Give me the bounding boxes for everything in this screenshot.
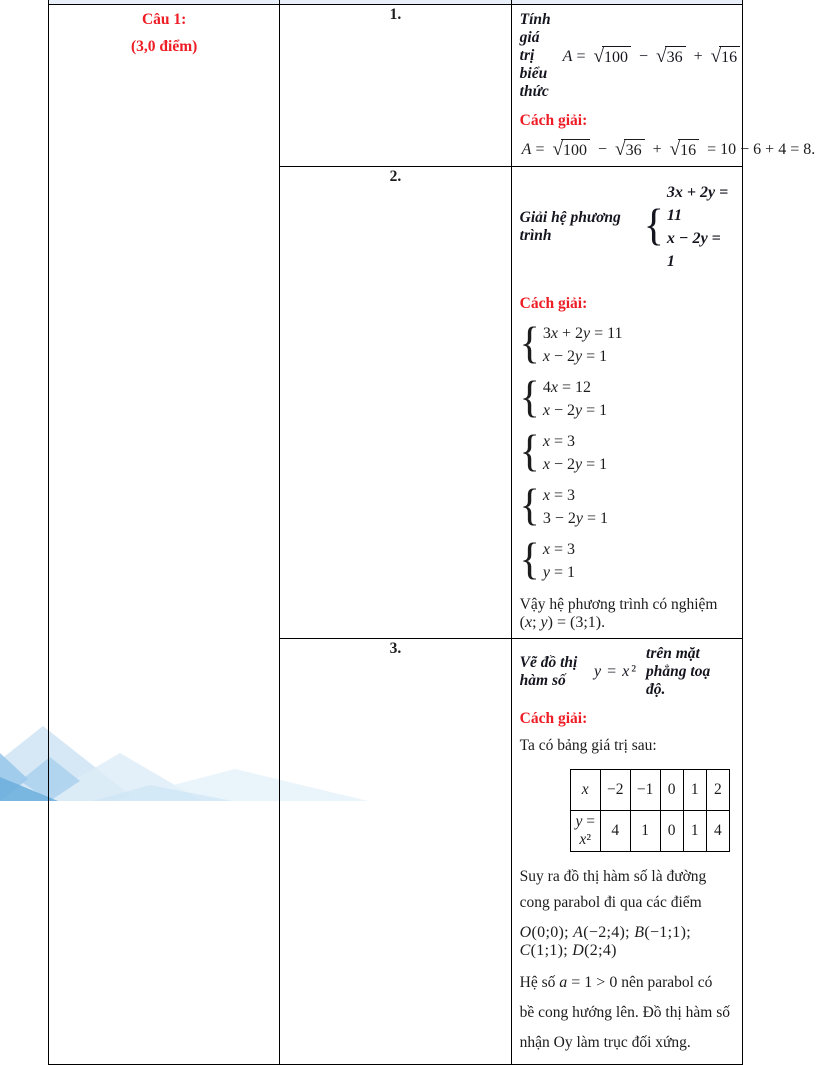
equations (667, 181, 730, 273)
value-cell: x (570, 769, 600, 810)
question-label-cell (49, 5, 280, 1065)
part3-title-math: y = x ² (593, 662, 637, 680)
conclusion-math: (x; y) = (3;1). (519, 613, 606, 631)
part1-content-cell (511, 5, 816, 167)
equation: x = 3 (542, 540, 575, 558)
radicand: √ 36 (624, 139, 645, 160)
brace-symbol: { (519, 373, 540, 422)
radicand: √ 16 (678, 139, 699, 160)
part3-problem-title (520, 645, 730, 699)
brace-symbol: { (643, 201, 664, 250)
equations (543, 538, 575, 584)
equations (543, 376, 607, 422)
system-step (519, 481, 730, 530)
note-post: nên parabol có bề cong hướng lên. Đồ thị hàm số nhận Oy làm trục đối xứng. (519, 973, 730, 1051)
equation: y = 1 (542, 563, 575, 581)
part-number-cell (280, 638, 511, 1064)
brace-symbol: { (519, 427, 540, 476)
solution-table (48, 0, 816, 1065)
value-cell: −1 (630, 769, 660, 810)
part2-content-cell (511, 166, 742, 638)
question-points: (3,0 điểm) (131, 38, 198, 55)
value-table-x-row (570, 769, 729, 810)
sqrt-radical (552, 139, 590, 160)
part3-content-cell (511, 638, 742, 1064)
system-step (519, 427, 730, 476)
equation: 3x + 2y = 11 (666, 183, 729, 224)
operator: + (693, 47, 703, 65)
system-step (519, 373, 730, 422)
equation: x − 2y = 1 (542, 347, 608, 365)
radicand: √ 100 (602, 46, 631, 67)
equations (543, 430, 607, 476)
system-of-equations (644, 181, 730, 273)
value-cell: −2 (600, 769, 630, 810)
part2-conclusion (520, 596, 730, 632)
value-cell: 1 (683, 769, 706, 810)
operator: − (639, 47, 649, 65)
part3-title-post: trên mặt phẳng toạ độ. (646, 644, 711, 698)
value-cell: 0 (660, 810, 683, 851)
equations (543, 484, 608, 530)
brace-symbol: { (519, 535, 540, 584)
part2-problem-title (520, 173, 730, 281)
deduction-text: Suy ra đồ thị hàm số là đường cong parabol đi qua các điểm (519, 867, 707, 911)
sqrt-radical (615, 139, 645, 160)
value-table-y-row (570, 810, 729, 851)
part-number-cell (280, 166, 511, 638)
part-number: 3. (389, 639, 402, 657)
value-cell: 2 (706, 769, 729, 810)
part-number: 1. (389, 6, 402, 23)
sqrt-radical (593, 46, 631, 67)
solution-label: Cách giải: (519, 112, 588, 129)
conclusion-text: Vậy hệ phương trình có nghiệm (519, 595, 718, 613)
brace-symbol: { (519, 319, 540, 368)
note-math: a = 1 > 0 (559, 973, 618, 991)
expr-result: = 10 − 6 + 4 = 8. (707, 141, 816, 158)
part1-solution-expression (520, 139, 816, 160)
value-table (570, 769, 730, 852)
solution-steps (519, 319, 730, 584)
expr-lhs: A = (562, 47, 586, 65)
part-number: 2. (389, 167, 402, 185)
value-table-intro: Ta có bảng giá trị sau: (519, 736, 657, 754)
radicand: √ 100 (561, 139, 590, 160)
value-cell: 1 (630, 810, 660, 851)
part-number-cell (280, 5, 511, 167)
expr-lhs: A = (521, 141, 545, 158)
value-cell: y = x² (570, 810, 600, 851)
sqrt-radical (670, 139, 700, 160)
part3-title-pre: Vẽ đồ thị hàm số (519, 653, 578, 689)
brace-symbol: { (519, 481, 540, 530)
operator: + (652, 141, 662, 158)
part2-title-text: Giải hệ phương trình (519, 208, 621, 244)
value-cell: 4 (600, 810, 630, 851)
equation: x − 2y = 1 (542, 455, 608, 473)
value-cell: 4 (706, 810, 729, 851)
parabola-points: O(0;0); A(−2;4); B(−1;1); C(1;1); D(2;4) (519, 923, 691, 959)
value-cell: 0 (660, 769, 683, 810)
equations (543, 322, 623, 368)
equation: x = 3 (542, 432, 575, 450)
equation: 3 − 2y = 1 (542, 509, 608, 527)
equation: 3x + 2y = 11 (542, 324, 623, 342)
note-pre: Hệ số (519, 973, 556, 991)
question-number: Câu 1: (141, 11, 187, 28)
solution-label: Cách giải: (519, 709, 588, 727)
value-cell: 1 (683, 810, 706, 851)
equation: x − 2y = 1 (666, 229, 721, 270)
equation: 4x = 12 (542, 378, 591, 396)
radicand: √ 36 (665, 46, 686, 67)
part1-title-text: Tính giá trị biểu thức (519, 11, 551, 100)
radicand: √ 16 (719, 46, 740, 67)
part1-problem-title (519, 11, 738, 101)
solution-label: Cách giải: (519, 294, 588, 312)
equation: x = 3 (542, 486, 575, 504)
sqrt-radical (711, 46, 741, 67)
operator: − (598, 141, 608, 158)
equation: x − 2y = 1 (542, 401, 608, 419)
sqrt-radical (656, 46, 686, 67)
table-row (49, 5, 743, 167)
system-step (519, 535, 730, 584)
final-note (520, 968, 730, 1058)
system-step (519, 319, 730, 368)
part1-title-expression (561, 46, 742, 67)
